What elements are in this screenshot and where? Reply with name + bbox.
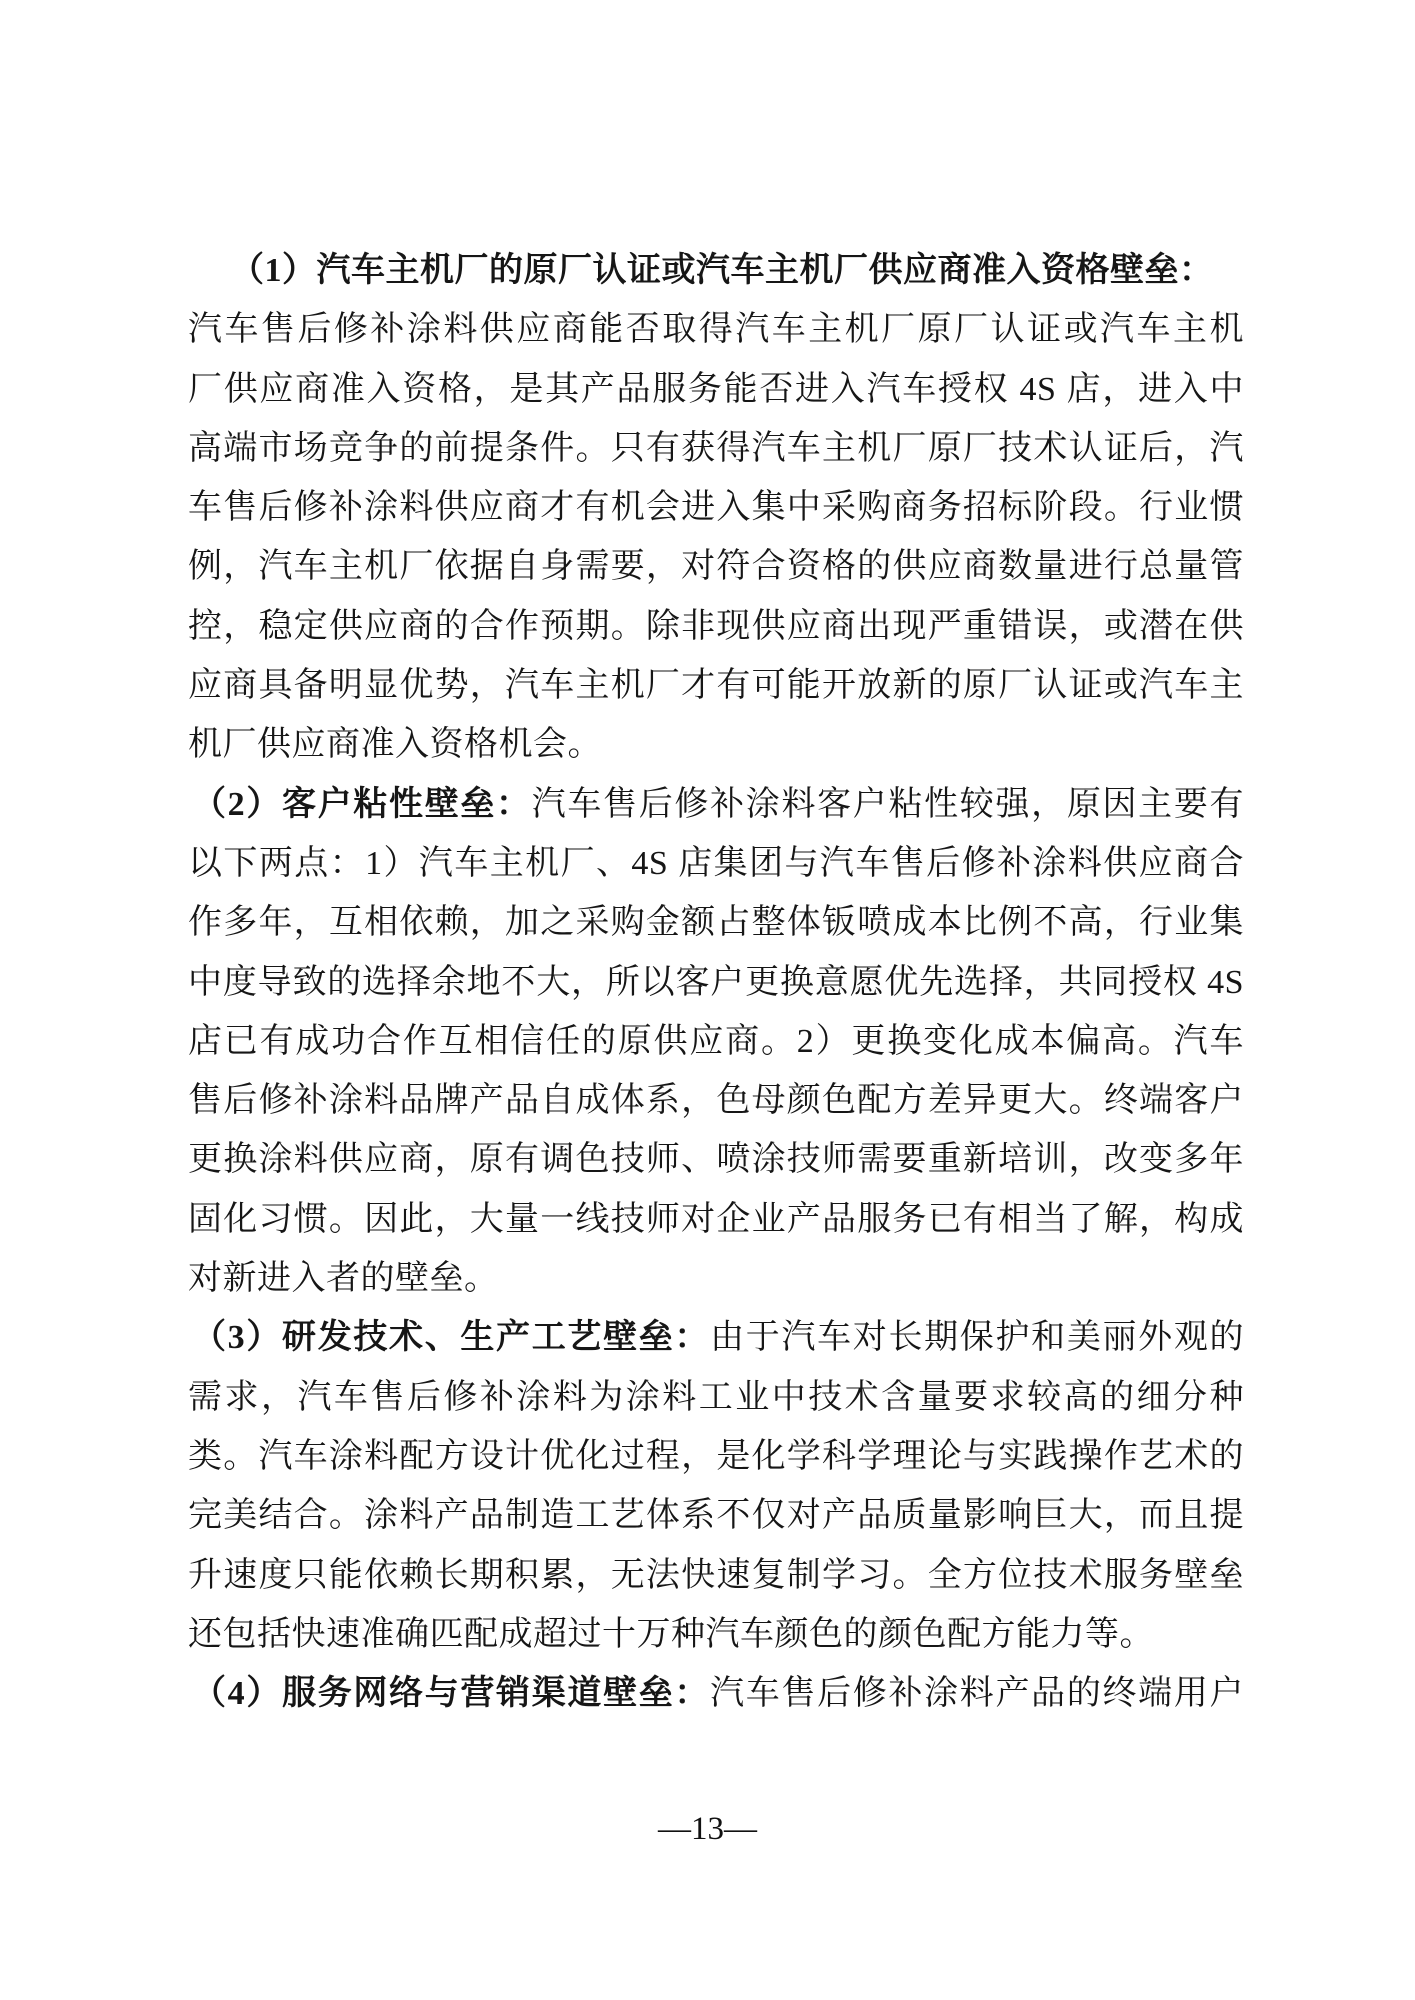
line-text: 机厂供应商准入资格机会。 <box>188 726 602 764</box>
line-text: 汽车售后修补涂料客户粘性较强，原因主要有 <box>531 785 1245 823</box>
line-text: 售后修补涂料品牌产品自成体系，色母颜色配方差异更大。终端客户 <box>188 1082 1244 1120</box>
line-text: 类。汽车涂料配方设计优化过程，是化学科学理论与实践操作艺术的 <box>188 1437 1244 1475</box>
line-text: 对新进入者的壁垒。 <box>188 1260 499 1298</box>
text-line <box>188 1249 1244 1308</box>
line-text: 更换涂料供应商，原有调色技师、喷涂技师需要重新培训，改变多年 <box>188 1141 1244 1179</box>
text-line <box>188 360 1244 419</box>
line-text: 车售后修补涂料供应商才有机会进入集中采购商务招标阶段。行业惯 <box>188 489 1244 527</box>
paragraph-lead: （2）客户粘性壁垒： <box>192 785 532 823</box>
text-line <box>188 419 1244 478</box>
text-line <box>188 1486 1244 1545</box>
text-line <box>188 715 1244 774</box>
line-text: 汽车售后修补涂料供应商能否取得汽车主机厂原厂认证或汽车主机 <box>188 311 1244 349</box>
line-text: 例，汽车主机厂依据自身需要，对符合资格的供应商数量进行总量管 <box>188 548 1244 586</box>
line-text: 店已有成功合作互相信任的原供应商。2）更换变化成本偏高。汽车 <box>188 1022 1244 1060</box>
text-line <box>188 1190 1244 1249</box>
text-line <box>188 537 1244 596</box>
paragraph-2-heading-line <box>188 775 1244 834</box>
text-line <box>188 1546 1244 1605</box>
paragraph-lead: （4）服务网络与营销渠道壁垒： <box>192 1675 711 1713</box>
paragraph-lead: （3）研发技术、生产工艺壁垒： <box>192 1319 711 1357</box>
line-text: 升速度只能依赖长期积累，无法快速复制学习。全方位技术服务壁垒 <box>188 1556 1244 1594</box>
text-line <box>188 1427 1244 1486</box>
text-line <box>188 834 1244 893</box>
text-line <box>188 1071 1244 1130</box>
line-text: 厂供应商准入资格，是其产品服务能否进入汽车授权 4S 店，进入中 <box>188 370 1244 408</box>
text-line <box>188 1605 1244 1664</box>
line-text: 由于汽车对长期保护和美丽外观的 <box>710 1319 1245 1357</box>
line-text: 需求，汽车售后修补涂料为涂料工业中技术含量要求较高的细分种 <box>188 1378 1244 1416</box>
line-text: 高端市场竞争的前提条件。只有获得汽车主机厂原厂技术认证后，汽 <box>188 429 1244 467</box>
text-line <box>188 597 1244 656</box>
page-number: —13— <box>658 1811 757 1847</box>
text-line <box>188 893 1244 952</box>
paragraph-4-heading-line <box>188 1664 1244 1723</box>
line-text: 汽车售后修补涂料产品的终端用户 <box>710 1675 1245 1713</box>
text-line <box>188 1130 1244 1189</box>
text-line <box>188 1012 1244 1071</box>
line-text: 完美结合。涂料产品制造工艺体系不仅对产品质量影响巨大，而且提 <box>188 1497 1244 1535</box>
text-line <box>188 478 1244 537</box>
line-text: 控，稳定供应商的合作预期。除非现供应商出现严重错误，或潜在供 <box>188 607 1244 645</box>
line-text: 应商具备明显优势，汽车主机厂才有可能开放新的原厂认证或汽车主 <box>188 667 1244 705</box>
paragraph-lead: （1）汽车主机厂的原厂认证或汽车主机厂供应商准入资格壁垒： <box>230 252 1214 289</box>
text-line <box>188 300 1244 359</box>
text-line <box>188 1368 1244 1427</box>
line-text: 作多年，互相依赖，加之采购金额占整体钣喷成本比例不高，行业集 <box>188 904 1244 942</box>
paragraph-3-heading-line <box>188 1308 1244 1367</box>
line-text: 中度导致的选择余地不大，所以客户更换意愿优先选择，共同授权 4S <box>188 963 1244 1001</box>
paragraph-1-heading-line <box>188 241 1244 300</box>
text-line <box>188 656 1244 715</box>
line-text: 固化习惯。因此，大量一线技师对企业产品服务已有相当了解，构成 <box>188 1200 1244 1238</box>
line-text: 以下两点：1）汽车主机厂、4S 店集团与汽车售后修补涂料供应商合 <box>188 844 1244 882</box>
line-text: 还包括快速准确匹配成超过十万种汽车颜色的颜色配方能力等。 <box>188 1615 1154 1653</box>
text-line <box>188 953 1244 1012</box>
document-body <box>188 241 1244 1723</box>
